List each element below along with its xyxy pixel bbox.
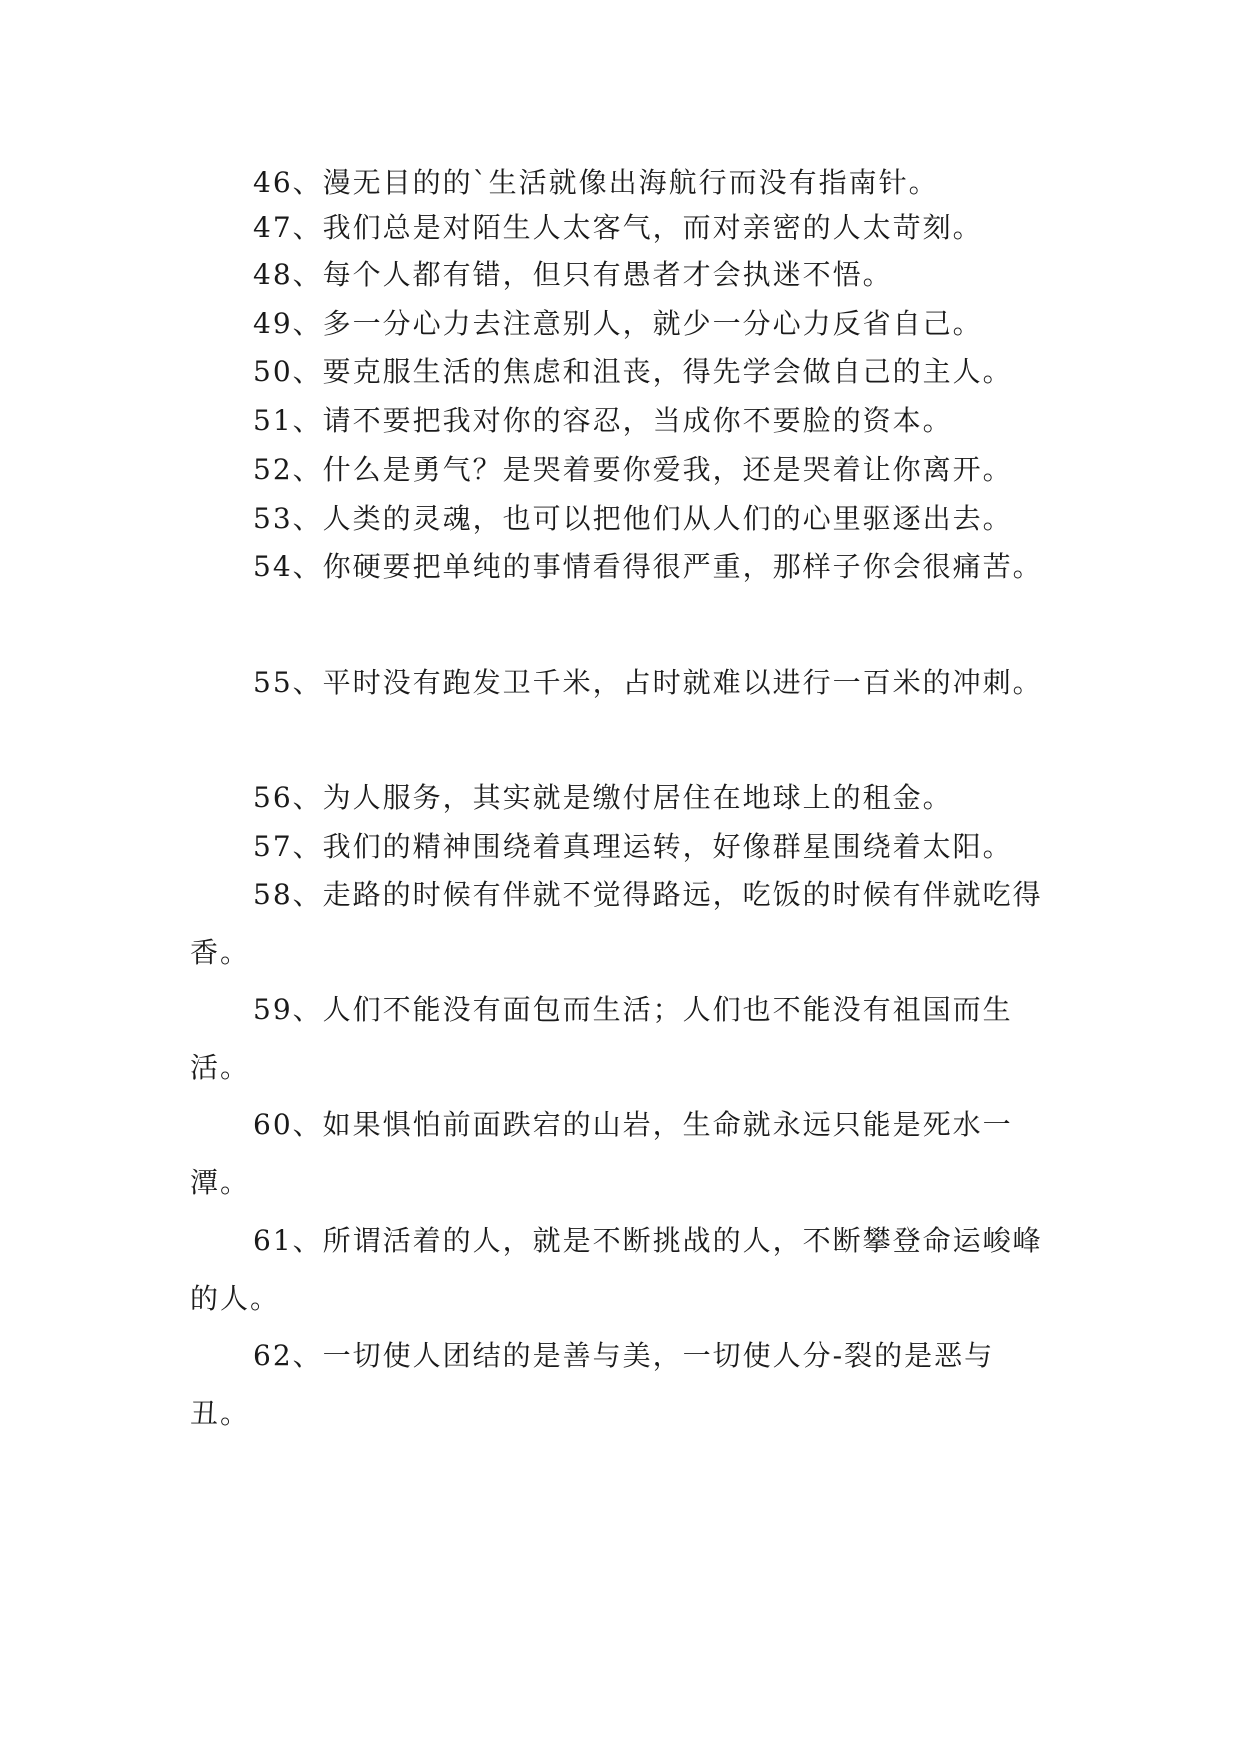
quote-58: 58、走路的时候有伴就不觉得路远，吃饭的时候有伴就吃得香。	[190, 878, 1043, 969]
quote-60: 60、如果惧怕前面跌宕的山岩，生命就永远只能是死水一潭。	[190, 1108, 1013, 1199]
quote-57: 57、我们的精神围绕着真理运转，好像群星围绕着太阳。	[253, 830, 1013, 863]
quote-52: 52、什么是勇气？是哭着要你爱我，还是哭着让你离开。	[253, 453, 1013, 486]
quote-49: 49、多一分心力去注意别人，就少一分心力反省自己。	[253, 307, 983, 340]
quote-51: 51、请不要把我对你的容忍，当成你不要脸的资本。	[253, 404, 953, 437]
quote-62: 62、一切使人团结的是善与美，一切使人分-裂的是恶与丑。	[190, 1339, 995, 1430]
quote-56: 56、为人服务，其实就是缴付居住在地球上的租金。	[253, 781, 953, 814]
quote-54: 54、你硬要把单纯的事情看得很严重，那样子你会很痛苦。	[253, 550, 1043, 583]
quote-53: 53、人类的灵魂，也可以把他们从人们的心里驱逐出去。	[253, 502, 1013, 535]
quote-48: 48、每个人都有错，但只有愚者才会执迷不悟。	[253, 258, 893, 291]
quote-47: 47、我们总是对陌生人太客气，而对亲密的人太苛刻。	[253, 211, 983, 244]
quote-46: 46、漫无目的的`生活就像出海航行而没有指南针。	[253, 166, 939, 199]
quote-61: 61、所谓活着的人，就是不断挑战的人，不断攀登命运峻峰的人。	[190, 1224, 1043, 1315]
quote-50: 50、要克服生活的焦虑和沮丧，得先学会做自己的主人。	[253, 355, 1013, 388]
quote-59: 59、人们不能没有面包而生活；人们也不能没有祖国而生活。	[190, 993, 1013, 1084]
quote-55: 55、平时没有跑发卫千米，占时就难以进行一百米的冲刺。	[253, 666, 1043, 699]
